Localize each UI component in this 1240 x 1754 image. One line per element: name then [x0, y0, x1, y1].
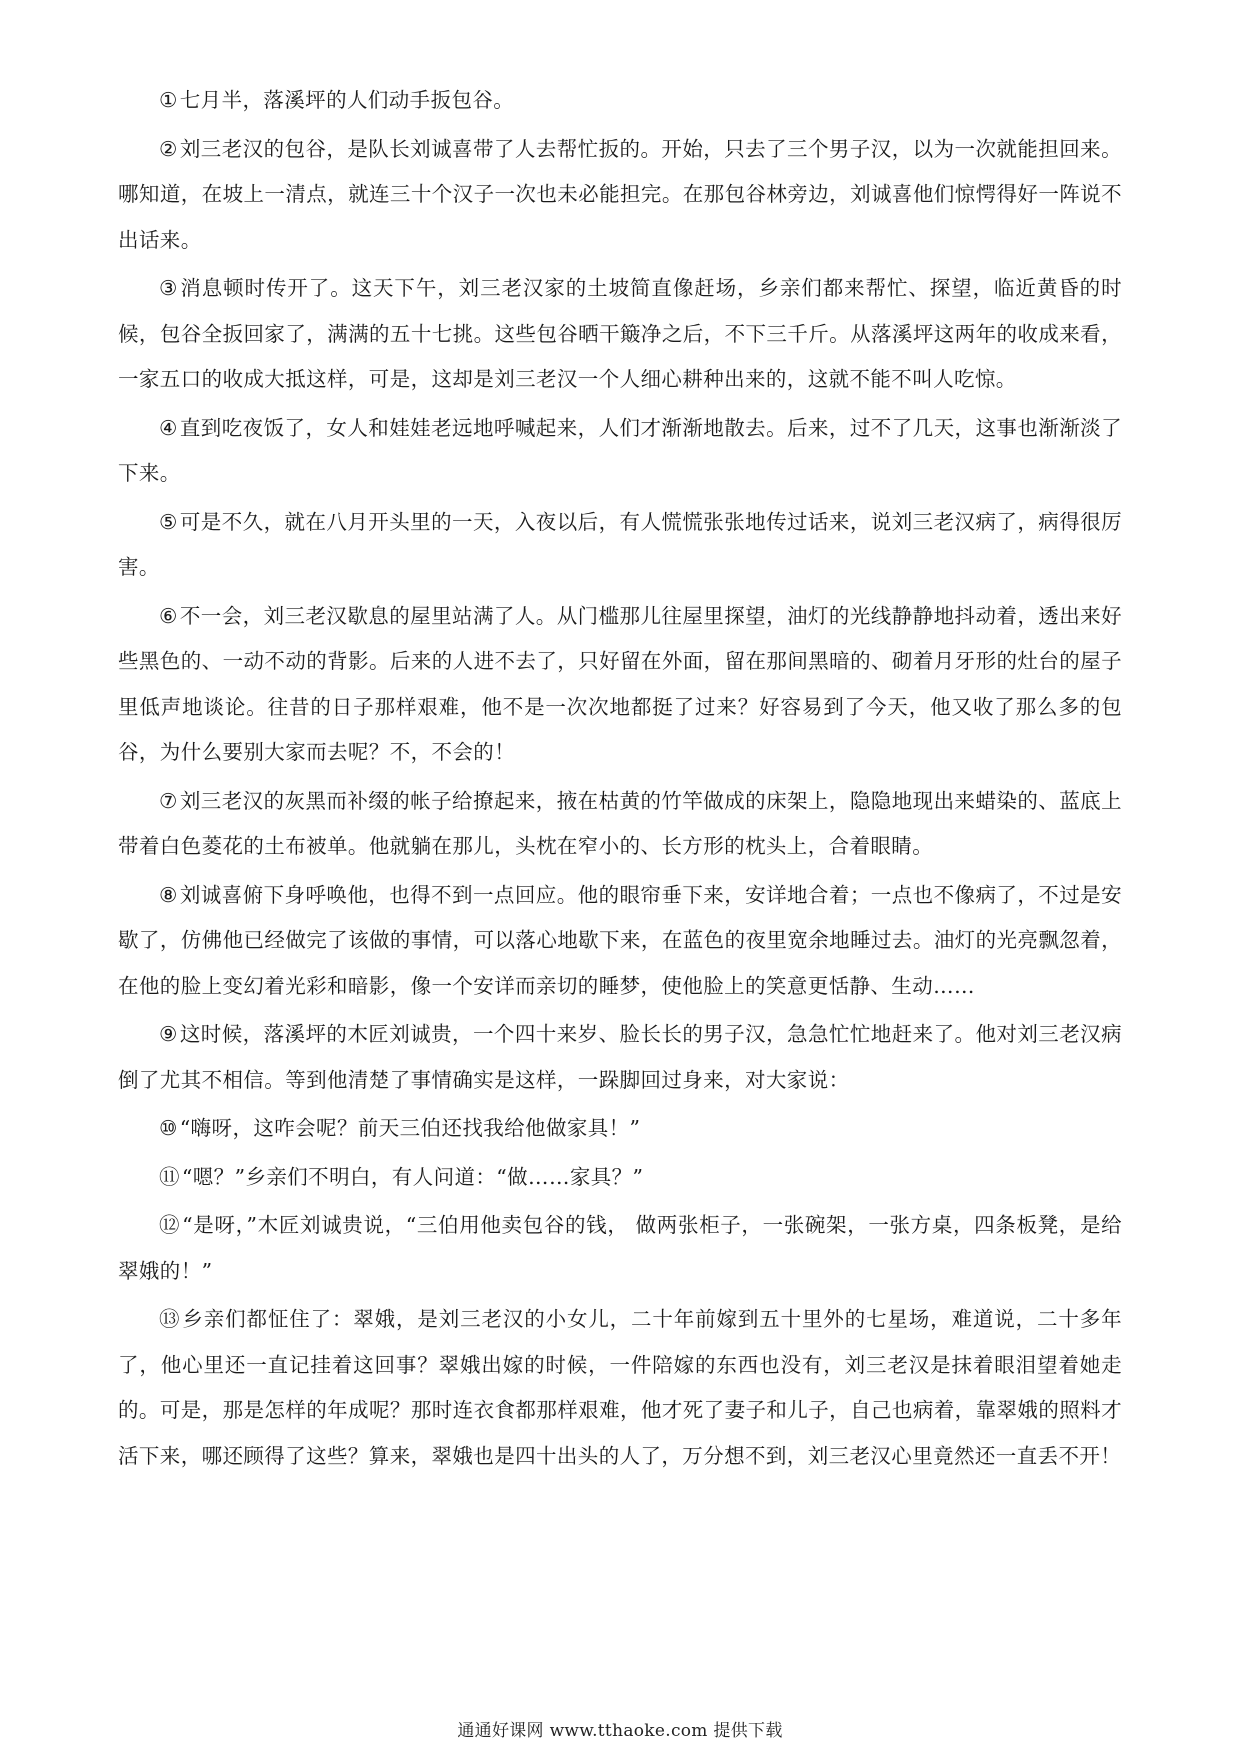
paragraph-text: 刘诚喜俯下身呼唤他，也得不到一点回应。他的眼帘垂下来，安详地合着；一点也不像病了，不过是安歇了，仿佛他已经做完了该做的事情，可以落心地歇下来，在蓝色的夜里宽余地睡过去。油灯的光亮飘忽着，在他的脸上变幻着光彩和暗影，像一个安详而亲切的睡梦，使他脸上的笑意更恬静、生动……	[118, 882, 1123, 998]
paragraph	[118, 594, 1122, 776]
paragraph	[118, 266, 1122, 403]
paragraph-number: ⑧	[159, 882, 178, 907]
paragraph	[118, 1203, 1122, 1294]
paragraph-text: “嗯？”乡亲们不明白，有人问道：“做……家具？”	[181, 1164, 644, 1189]
paragraph-number: ⑬	[159, 1307, 181, 1331]
paragraph-number: ③	[159, 276, 179, 300]
paragraph-number: ⑩	[159, 1116, 178, 1140]
paragraph	[118, 406, 1122, 497]
paragraph-number: ⑫	[159, 1213, 181, 1237]
paragraph-text: 消息顿时传开了。这天下午，刘三老汉家的土坡简直像赶场，乡亲们都来帮忙、探望，临近黄昏的时候，包谷全扳回家了，满满的五十七挑。这些包谷晒干簸净之后，不下三千斤。从落溪坪这两年的收成来看，一家五口的收成大抵这样，可是，这却是刘三老汉一个人细心耕种出来的，这就不能不叫人吃惊。	[118, 276, 1122, 391]
page-footer: 通通好课网 www.tthaoke.com 提供下载	[457, 1721, 783, 1741]
paragraph-text: 可是不久，就在八月开头里的一天，入夜以后，有人慌慌张张地传过话来，说刘三老汉病了，病得很厉害。	[118, 509, 1123, 579]
paragraph-number: ④	[159, 415, 178, 440]
paragraph-text: 刘三老汉的包谷，是队长刘诚喜带了人去帮忙扳的。开始，只去了三个男子汉，以为一次就能担回来。哪知道，在坡上一清点，就连三十个汉子一次也未必能担完。在那包谷林旁边，刘诚喜他们惊愕得好一阵说不出话来。	[118, 136, 1123, 252]
paragraph-text: 直到吃夜饭了，女人和娃娃老远地呼喊起来，人们才渐渐地散去。后来，过不了几天，这事也渐渐淡了下来。	[118, 415, 1123, 485]
paragraph	[118, 1012, 1122, 1103]
paragraph-number: ⑥	[159, 603, 178, 628]
article-body	[118, 78, 1122, 1479]
paragraph-text: 刘三老汉的灰黑而补缀的帐子给撩起来，掖在枯黄的竹竿做成的床架上，隐隐地现出来蜡染的、蓝底上带着白色菱花的土布被单。他就躺在那儿，头枕在窄小的、长方形的枕头上，合着眼睛。	[118, 788, 1123, 858]
paragraph-text: “是呀，”木匠刘诚贵说，“三伯用他卖包谷的钱， 做两张柜子，一张碗架，一张方桌，四条板凳，是给翠娥的！”	[118, 1213, 1122, 1283]
paragraph-number: ⑨	[159, 1022, 178, 1046]
paragraph-text: 七月半，落溪坪的人们动手扳包谷。	[179, 88, 515, 112]
paragraph	[118, 127, 1122, 264]
paragraph	[118, 500, 1122, 591]
paragraph-number: ⑦	[159, 788, 178, 813]
paragraph-text: 这时候，落溪坪的木匠刘诚贵，一个四十来岁、脸长长的男子汉，急急忙忙地赶来了。他对刘三老汉病倒了尤其不相信。等到他清楚了事情确实是这样，一跺脚回过身来，对大家说：	[118, 1022, 1123, 1092]
paragraph	[118, 779, 1122, 870]
paragraph-text: 不一会，刘三老汉歇息的屋里站满了人。从门槛那儿往屋里探望，油灯的光线静静地抖动着，透出来好些黑色的、一动不动的背影。后来的人进不去了，只好留在外面，留在那间黑暗的、砌着月牙形的灶台的屋子里低声地谈论。往昔的日子那样艰难，他不是一次次地都挺了过来？好容易到了今天，他又收了那么多的包谷，为什么要别大家而去呢？不，不会的！	[118, 603, 1123, 764]
paragraph	[118, 1297, 1122, 1479]
paragraph	[118, 873, 1122, 1010]
paragraph	[118, 1155, 1122, 1201]
paragraph-text: 乡亲们都怔住了：翠娥，是刘三老汉的小女儿，二十年前嫁到五十里外的七星场，难道说，二十多年了，他心里还一直记挂着这回事？翠娥出嫁的时候，一件陪嫁的东西也没有，刘三老汉是抹着眼泪望着她走的。可是，那是怎样的年成呢？那时连衣食都那样艰难，他才死了妻子和儿子，自己也病着，靠翠娥的照料才活下来，哪还顾得了这些？算来，翠娥也是四十出头的人了，万分想不到，刘三老汉心里竟然还一直丢不开！	[118, 1307, 1122, 1468]
paragraph-number: ②	[159, 136, 178, 161]
paragraph-number: ⑪	[159, 1164, 180, 1189]
paragraph-number: ①	[159, 88, 178, 112]
paragraph-number: ⑤	[159, 509, 178, 534]
paragraph	[118, 1106, 1122, 1152]
paragraph	[118, 78, 1122, 124]
paragraph-text: “嗨呀，这咋会呢？前天三伯还找我给他做家具！”	[179, 1116, 641, 1140]
